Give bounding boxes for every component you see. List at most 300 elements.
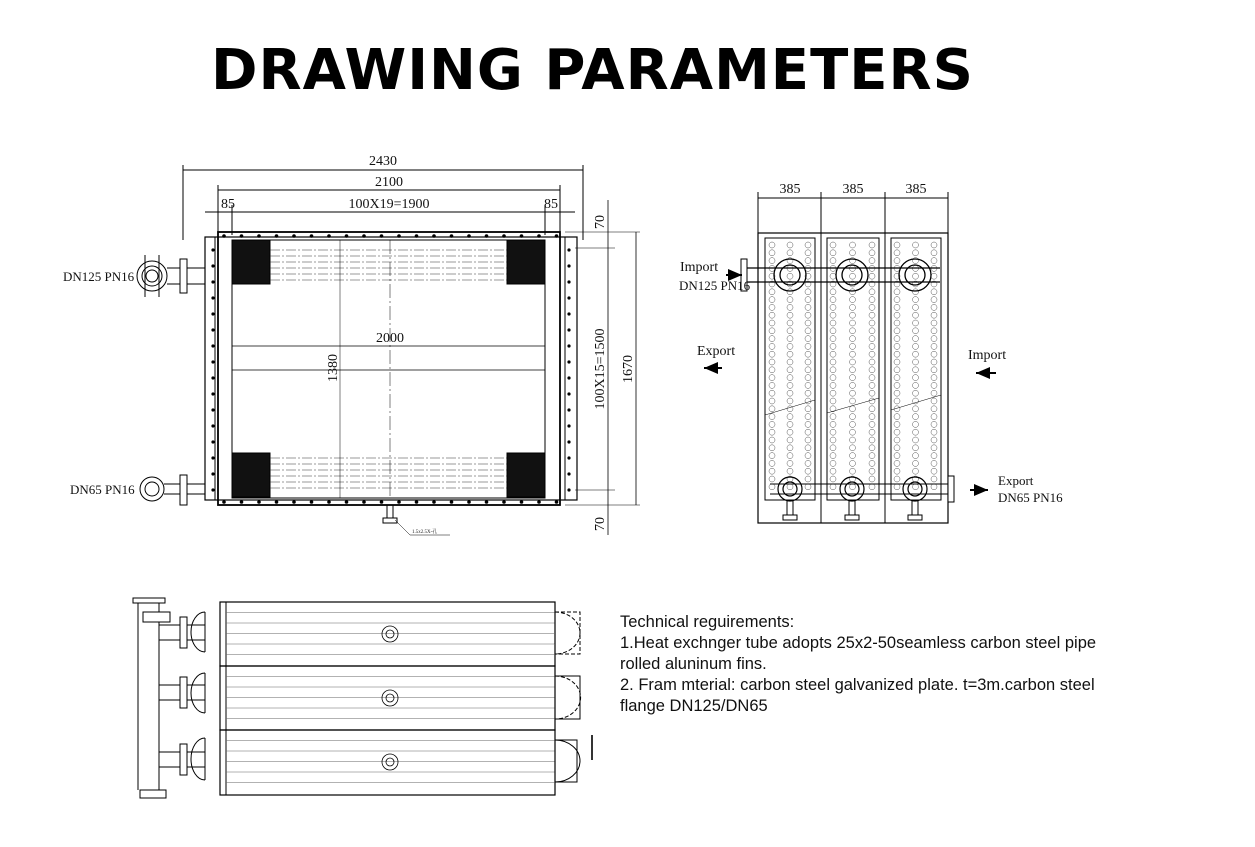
bolt <box>450 234 454 238</box>
tube-section <box>931 398 937 404</box>
import-right-label: Import <box>968 348 1007 363</box>
tube-section <box>850 375 856 381</box>
dim-top: 70 <box>593 215 608 229</box>
export-left-label: Export <box>697 344 736 359</box>
dim-vert-pitch: 100X15=1500 <box>593 328 608 410</box>
bolt <box>310 500 314 504</box>
tube-section <box>787 336 793 342</box>
bolt <box>257 500 261 504</box>
tube-section <box>769 289 775 295</box>
tube-section <box>931 336 937 342</box>
tube-section <box>869 398 875 404</box>
tube-section <box>913 343 919 349</box>
tube-section <box>787 242 793 248</box>
bolt <box>211 488 214 491</box>
tube-section <box>850 312 856 318</box>
tube-section <box>894 398 900 404</box>
tube-section <box>869 414 875 420</box>
tube-section <box>805 445 811 451</box>
tube-section <box>913 351 919 357</box>
bolt <box>567 440 570 443</box>
tube-section <box>805 484 811 490</box>
tube-section <box>913 242 919 248</box>
bolt <box>397 234 401 238</box>
requirements-heading: Technical reguirements: <box>620 613 795 631</box>
tube-section <box>769 375 775 381</box>
tube-section <box>805 250 811 256</box>
tube-section <box>830 336 836 342</box>
bolt-row-bottom <box>222 500 558 504</box>
tube-section <box>869 336 875 342</box>
tube-section <box>850 304 856 310</box>
tube-section <box>913 445 919 451</box>
bolt <box>485 234 489 238</box>
dim-frame: 2100 <box>375 175 403 190</box>
tube-section <box>805 258 811 264</box>
tube-section <box>869 445 875 451</box>
tube-section <box>830 460 836 466</box>
core-outline <box>232 240 545 498</box>
tube-section <box>850 359 856 365</box>
tube-section <box>913 273 919 279</box>
tube-section <box>787 312 793 318</box>
requirement-line-1: 1.Heat exchnger tube adopts 25x2-50seamless carbon steel pipe <box>620 634 1097 652</box>
tube-section <box>850 289 856 295</box>
bolt <box>567 424 570 427</box>
tube-section <box>894 258 900 264</box>
bolt <box>327 500 331 504</box>
bolt <box>502 500 506 504</box>
bolt <box>211 248 214 251</box>
header-block-bl <box>232 453 270 497</box>
tube-section <box>830 359 836 365</box>
tube-section <box>805 351 811 357</box>
tube-section <box>931 242 937 248</box>
tube-section <box>913 453 919 459</box>
tube-section <box>805 398 811 404</box>
tube-section <box>805 359 811 365</box>
tube-section <box>787 289 793 295</box>
tube-section <box>931 414 937 420</box>
tube-section <box>787 390 793 396</box>
tube-section <box>850 437 856 443</box>
tube-section <box>931 460 937 466</box>
dim-height: 1670 <box>621 355 636 383</box>
tube-section <box>931 273 937 279</box>
tube-section <box>869 437 875 443</box>
bolt <box>211 280 214 283</box>
tube-section <box>931 258 937 264</box>
dim-inner-height: 1380 <box>326 354 341 382</box>
side-tube-pattern <box>769 242 937 490</box>
tube-section <box>913 437 919 443</box>
tube-section <box>805 429 811 435</box>
export-bottom-label: Export <box>998 473 1034 488</box>
dim-bottom: 70 <box>593 517 608 531</box>
tube-section <box>913 421 919 427</box>
tube-section <box>869 476 875 482</box>
tube-section <box>769 421 775 427</box>
tube-section <box>894 250 900 256</box>
tube-section <box>830 289 836 295</box>
top-view <box>133 598 592 798</box>
tube-section <box>913 382 919 388</box>
tube-section <box>787 297 793 303</box>
tube-section <box>805 328 811 334</box>
bolt <box>567 296 570 299</box>
bolt <box>345 500 349 504</box>
tube-section <box>769 437 775 443</box>
tube-section <box>769 343 775 349</box>
side-casing <box>758 233 948 523</box>
tube-section <box>850 421 856 427</box>
tube-section <box>769 406 775 412</box>
bolt <box>211 472 214 475</box>
tube-section <box>869 453 875 459</box>
dim-module-b: 385 <box>842 182 864 197</box>
side-drains <box>783 501 922 520</box>
tube-section <box>931 312 937 318</box>
header-block-tr <box>507 240 545 284</box>
tube-section <box>869 328 875 334</box>
tube-section <box>931 390 937 396</box>
bolt <box>211 360 214 363</box>
bolt <box>275 500 279 504</box>
tube-section <box>931 468 937 474</box>
tube-section <box>894 336 900 342</box>
tube-section <box>805 390 811 396</box>
tube-section <box>787 343 793 349</box>
tube-section <box>830 484 836 490</box>
tube-section <box>913 289 919 295</box>
inlet-pipe <box>137 255 205 297</box>
tube-section <box>869 343 875 349</box>
tube-section <box>913 250 919 256</box>
tube-section <box>805 406 811 412</box>
tube-section <box>894 390 900 396</box>
tube-section <box>850 242 856 248</box>
tube-section <box>869 242 875 248</box>
tube-section <box>769 367 775 373</box>
tube-section <box>931 351 937 357</box>
tube-section <box>894 328 900 334</box>
bolt <box>555 500 559 504</box>
tube-section <box>913 406 919 412</box>
bolt <box>257 234 261 238</box>
tube-section <box>869 390 875 396</box>
tube-section <box>869 297 875 303</box>
dim-total: 2430 <box>369 154 397 169</box>
tube-section <box>850 445 856 451</box>
tube-section <box>787 453 793 459</box>
tube-section <box>931 359 937 365</box>
page-title: DRAWING PARAMETERS <box>211 38 974 103</box>
tube-section <box>913 320 919 326</box>
tube-section <box>869 258 875 264</box>
bolt-col-left <box>211 248 214 491</box>
bolt <box>502 234 506 238</box>
tube-section <box>894 414 900 420</box>
bolt <box>380 234 384 238</box>
bolt <box>520 234 524 238</box>
bolt <box>211 344 214 347</box>
bolt <box>485 500 489 504</box>
tube-section <box>931 367 937 373</box>
tube-section <box>869 273 875 279</box>
tube-section <box>805 460 811 466</box>
dim-left: 85 <box>221 197 235 212</box>
bolt <box>567 344 570 347</box>
tube-section <box>931 375 937 381</box>
tube-section <box>805 421 811 427</box>
bolt <box>345 234 349 238</box>
tube-section <box>805 336 811 342</box>
tube-section <box>894 468 900 474</box>
tube-section <box>787 359 793 365</box>
tube-section <box>830 382 836 388</box>
tube-section <box>850 328 856 334</box>
tube-section <box>869 406 875 412</box>
tube-section <box>830 343 836 349</box>
tube-section <box>894 453 900 459</box>
bolt <box>211 440 214 443</box>
tube-section <box>894 421 900 427</box>
tube-section <box>805 343 811 349</box>
tube-section <box>769 468 775 474</box>
tube-section <box>805 414 811 420</box>
tube-section <box>869 304 875 310</box>
tube-section <box>850 468 856 474</box>
bolt <box>467 234 471 238</box>
tube-section <box>931 382 937 388</box>
tube-section <box>850 250 856 256</box>
tube-section <box>830 312 836 318</box>
tube-section <box>769 453 775 459</box>
tube-section <box>830 328 836 334</box>
tube-section <box>850 367 856 373</box>
tube-section <box>769 484 775 490</box>
tube-section <box>830 297 836 303</box>
tube-section <box>787 320 793 326</box>
tube-section <box>913 414 919 420</box>
tube-section <box>894 437 900 443</box>
side-view <box>704 192 996 523</box>
requirement-line-4: flange DN125/DN65 <box>620 697 768 715</box>
bolt <box>327 234 331 238</box>
tube-section <box>769 328 775 334</box>
tube-section <box>869 289 875 295</box>
bolt <box>567 328 570 331</box>
tube-section <box>894 242 900 248</box>
tube-section <box>931 429 937 435</box>
dim-right: 85 <box>544 197 558 212</box>
bolt <box>211 296 214 299</box>
top-module-3 <box>220 730 555 795</box>
bolt <box>362 234 366 238</box>
tube-section <box>931 484 937 490</box>
tube-section <box>850 453 856 459</box>
tube-section <box>931 445 937 451</box>
bolt <box>211 376 214 379</box>
bolt <box>467 500 471 504</box>
tube-section <box>894 359 900 365</box>
tube-section <box>805 476 811 482</box>
tube-section <box>869 468 875 474</box>
bolt <box>310 234 314 238</box>
tube-section <box>769 336 775 342</box>
tube-section <box>913 460 919 466</box>
tube-section <box>894 382 900 388</box>
bolt <box>432 234 436 238</box>
tube-section <box>869 359 875 365</box>
header-block-tl <box>232 240 270 284</box>
tube-section <box>830 437 836 443</box>
tube-section <box>830 445 836 451</box>
tube-section <box>850 484 856 490</box>
dim-inner-width: 2000 <box>376 331 404 346</box>
tube-section <box>869 320 875 326</box>
import-top-spec: DN125 PN16 <box>679 278 751 293</box>
header-block-br <box>507 453 545 497</box>
tube-section <box>894 484 900 490</box>
bolt <box>211 408 214 411</box>
tube-section <box>850 460 856 466</box>
bolt <box>222 234 226 238</box>
tube-section <box>913 429 919 435</box>
tube-section <box>787 445 793 451</box>
import-top-label: Import <box>680 260 719 275</box>
tube-section <box>850 320 856 326</box>
branch-3 <box>159 738 205 780</box>
tube-section <box>787 367 793 373</box>
bolt <box>240 500 244 504</box>
bolt <box>567 392 570 395</box>
top-module-2 <box>220 666 555 730</box>
tube-section <box>830 273 836 279</box>
tube-section <box>805 312 811 318</box>
tube-section <box>869 367 875 373</box>
tube-section <box>830 258 836 264</box>
tube-section <box>805 289 811 295</box>
tube-section <box>894 445 900 451</box>
tube-section <box>769 460 775 466</box>
top-flange-marks <box>382 626 398 770</box>
tube-section <box>850 343 856 349</box>
tube-section <box>931 476 937 482</box>
bolt <box>211 328 214 331</box>
tube-section <box>869 429 875 435</box>
bolt <box>211 312 214 315</box>
tube-section <box>769 414 775 420</box>
tube-section <box>913 468 919 474</box>
tube-section <box>769 390 775 396</box>
tube-section <box>894 476 900 482</box>
tube-section <box>869 351 875 357</box>
tube-section <box>769 382 775 388</box>
tube-section <box>769 304 775 310</box>
tube-section <box>830 242 836 248</box>
tube-section <box>787 468 793 474</box>
tube-section <box>769 476 775 482</box>
tube-section <box>787 328 793 334</box>
tube-section <box>830 390 836 396</box>
tube-section <box>894 320 900 326</box>
tube-section <box>931 304 937 310</box>
bolt <box>567 248 570 251</box>
bolt <box>537 234 541 238</box>
tube-section <box>830 421 836 427</box>
tube-section <box>830 453 836 459</box>
bolt <box>292 500 296 504</box>
tube-section <box>850 273 856 279</box>
tube-section <box>850 351 856 357</box>
tube-section <box>894 375 900 381</box>
tube-section <box>869 484 875 490</box>
tube-section <box>805 320 811 326</box>
tube-section <box>913 359 919 365</box>
tube-section <box>787 398 793 404</box>
tube-section <box>850 297 856 303</box>
tube-section <box>769 258 775 264</box>
tube-lines-bottom <box>270 458 507 488</box>
outlet-label: DN65 PN16 <box>70 482 135 497</box>
bolt-col-right <box>567 248 570 491</box>
tube-section <box>830 468 836 474</box>
bolt <box>415 234 419 238</box>
tube-section <box>913 390 919 396</box>
tube-section <box>787 437 793 443</box>
tube-section <box>931 406 937 412</box>
tube-section <box>869 312 875 318</box>
tube-section <box>805 297 811 303</box>
bolt <box>240 234 244 238</box>
bolt <box>211 264 214 267</box>
tube-section <box>850 336 856 342</box>
bolt <box>415 500 419 504</box>
bolt <box>567 280 570 283</box>
tube-section <box>931 289 937 295</box>
tube-section <box>894 367 900 373</box>
tube-section <box>830 414 836 420</box>
bolt <box>567 360 570 363</box>
tube-section <box>805 304 811 310</box>
bottom-flanges <box>778 477 927 501</box>
tube-section <box>769 250 775 256</box>
tube-section <box>805 382 811 388</box>
tube-section <box>787 429 793 435</box>
tube-section <box>850 429 856 435</box>
tube-section <box>769 445 775 451</box>
tube-section <box>913 367 919 373</box>
tube-section <box>787 250 793 256</box>
bolt <box>567 456 570 459</box>
bolt <box>567 376 570 379</box>
branch-2 <box>159 673 205 713</box>
tube-section <box>931 250 937 256</box>
tube-section <box>787 414 793 420</box>
tube-section <box>894 343 900 349</box>
tube-section <box>830 304 836 310</box>
tube-section <box>787 375 793 381</box>
tube-section <box>805 453 811 459</box>
front-view <box>137 165 640 535</box>
tube-section <box>769 359 775 365</box>
tube-section <box>830 320 836 326</box>
bolt <box>567 488 570 491</box>
tube-section <box>769 312 775 318</box>
bolt <box>380 500 384 504</box>
tube-section <box>830 398 836 404</box>
